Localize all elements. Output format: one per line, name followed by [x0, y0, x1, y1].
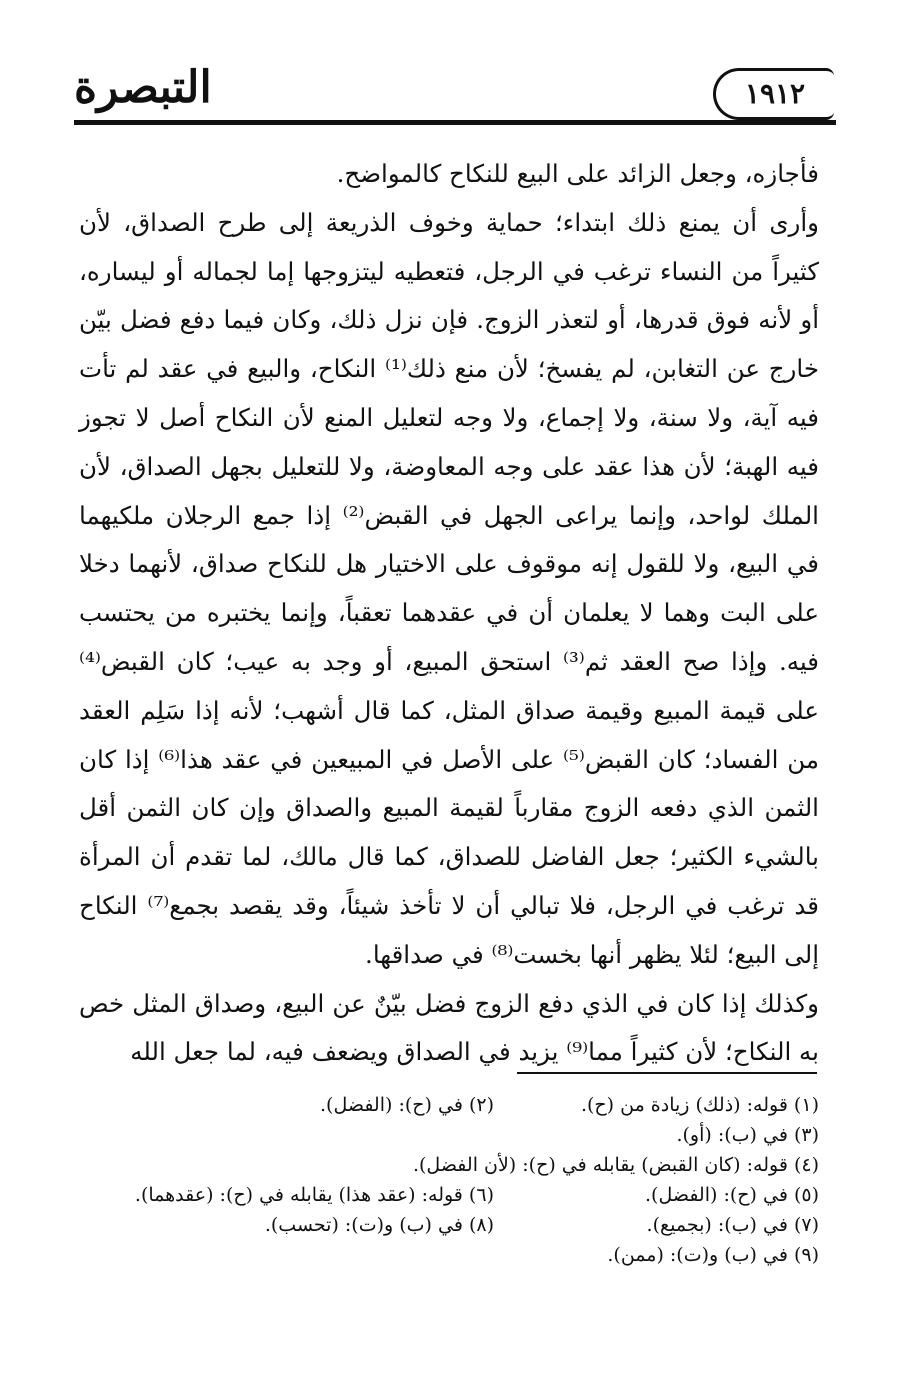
- footnote: (٢) في (ح): (الفضل).: [320, 1094, 494, 1116]
- footnote-rule: [517, 1072, 817, 1074]
- paragraph: فأجازه، وجعل الزائد على البيع للنكاح كالمواضح.: [336, 159, 819, 188]
- footnote-row: [79, 1090, 819, 1120]
- footnote: (٩) في (ب) و(ت): (ممن).: [607, 1244, 819, 1266]
- footnote-row: [79, 1180, 819, 1210]
- paragraph: وكذلك إذا كان في الذي دفع الزوج فضل بيّنٌ عن البيع، وصداق المثل خص به النكاح؛ لأن كثيراً مما⁽⁹⁾ يزيد في الصداق ويضعف فيه، لما جعل الله: [79, 988, 819, 1067]
- footnote: (٦) قوله: (عقد هذا) يقابله في (ح): (عقدهما).: [134, 1184, 494, 1206]
- footnote: (٨) في (ب) و(ت): (تحسب).: [264, 1214, 494, 1236]
- paragraph: وأرى أن يمنع ذلك ابتداء؛ حماية وخوف الذريعة إلى طرح الصداق، لأن كثيراً من النساء ترغب في الرجل، فتعطيه ليتزوجها إما لجماله أو ليساره، أو لأنه فوق قدرها، أو لتعذر الزوج. فإن نزل ذلك، وكان فيما دفع فضل بيّن خارج عن التغابن، لم يفسخ؛ لأن منع ذلك⁽¹⁾ النكاح، والبيع في عقد لم تأت فيه آية، ولا سنة، ولا إجماع، ولا وجه لتعليل المنع لأن النكاح أصل لا تجوز فيه الهبة؛ لأن هذا عقد على وجه المعاوضة، ولا للتعليل بجهل الصداق، لأن الملك لواحد، وإنما يراعى الجهل في القبض⁽²⁾ إذا جمع الرجلان ملكيهما في البيع، ولا للقول إنه موقوف على الاختيار هل للنكاح صداق، لأنهما دخلا على البت وهما لا يعلمان أن في عقدهما تعقباً، وإنما يختبره من يحتسب فيه. وإذا صح العقد ثم⁽³⁾ استحق المبيع، أو وجد به عيب؛ كان القبض⁽⁴⁾ على قيمة المبيع وقيمة صداق المثل، كما قال أشهب؛ لأنه إذا سَلِم العقد من الفساد؛ كان القبض⁽⁵⁾ على الأصل في المبيعين في عقد هذا⁽⁶⁾ إذا كان الثمن الذي دفعه الزوج مقارباً لقيمة المبيع والصداق وإن كان الثمن أقل بالشيء الكثير؛ جعل الفاضل للصداق، كما قال مالك، لما تقدم أن المرأة قد ترغب في الرجل، فلا تبالي أن لا تأخذ شيئاً، وقد يقصد بجمع⁽⁷⁾ النكاح إلى البيع؛ لئلا يظهر أنها بخست⁽⁸⁾ في صداقها.: [79, 207, 820, 969]
- footnote-row: [79, 1210, 819, 1240]
- main-text: [79, 150, 819, 1077]
- page-header: [74, 58, 834, 128]
- header-rule: [74, 120, 836, 125]
- footnote: (٤) قوله: (كان القبض) يقابله في (ح): (لأن الفضل).: [412, 1154, 819, 1176]
- footnotes: [79, 1090, 819, 1270]
- page-number: ١٩١٢: [713, 68, 834, 120]
- book-title: التبصرة: [74, 62, 212, 113]
- footnote: (٥) في (ح): (الفضل).: [645, 1184, 819, 1206]
- footnote: (٧) في (ب): (بجميع).: [646, 1214, 819, 1236]
- footnote-row: [79, 1150, 819, 1180]
- footnote-row: [79, 1240, 819, 1270]
- footnote: (١) قوله: (ذلك) زيادة من (ح).: [580, 1094, 819, 1116]
- footnote: (٣) في (ب): (أو).: [676, 1124, 819, 1146]
- footnote-row: [79, 1120, 819, 1150]
